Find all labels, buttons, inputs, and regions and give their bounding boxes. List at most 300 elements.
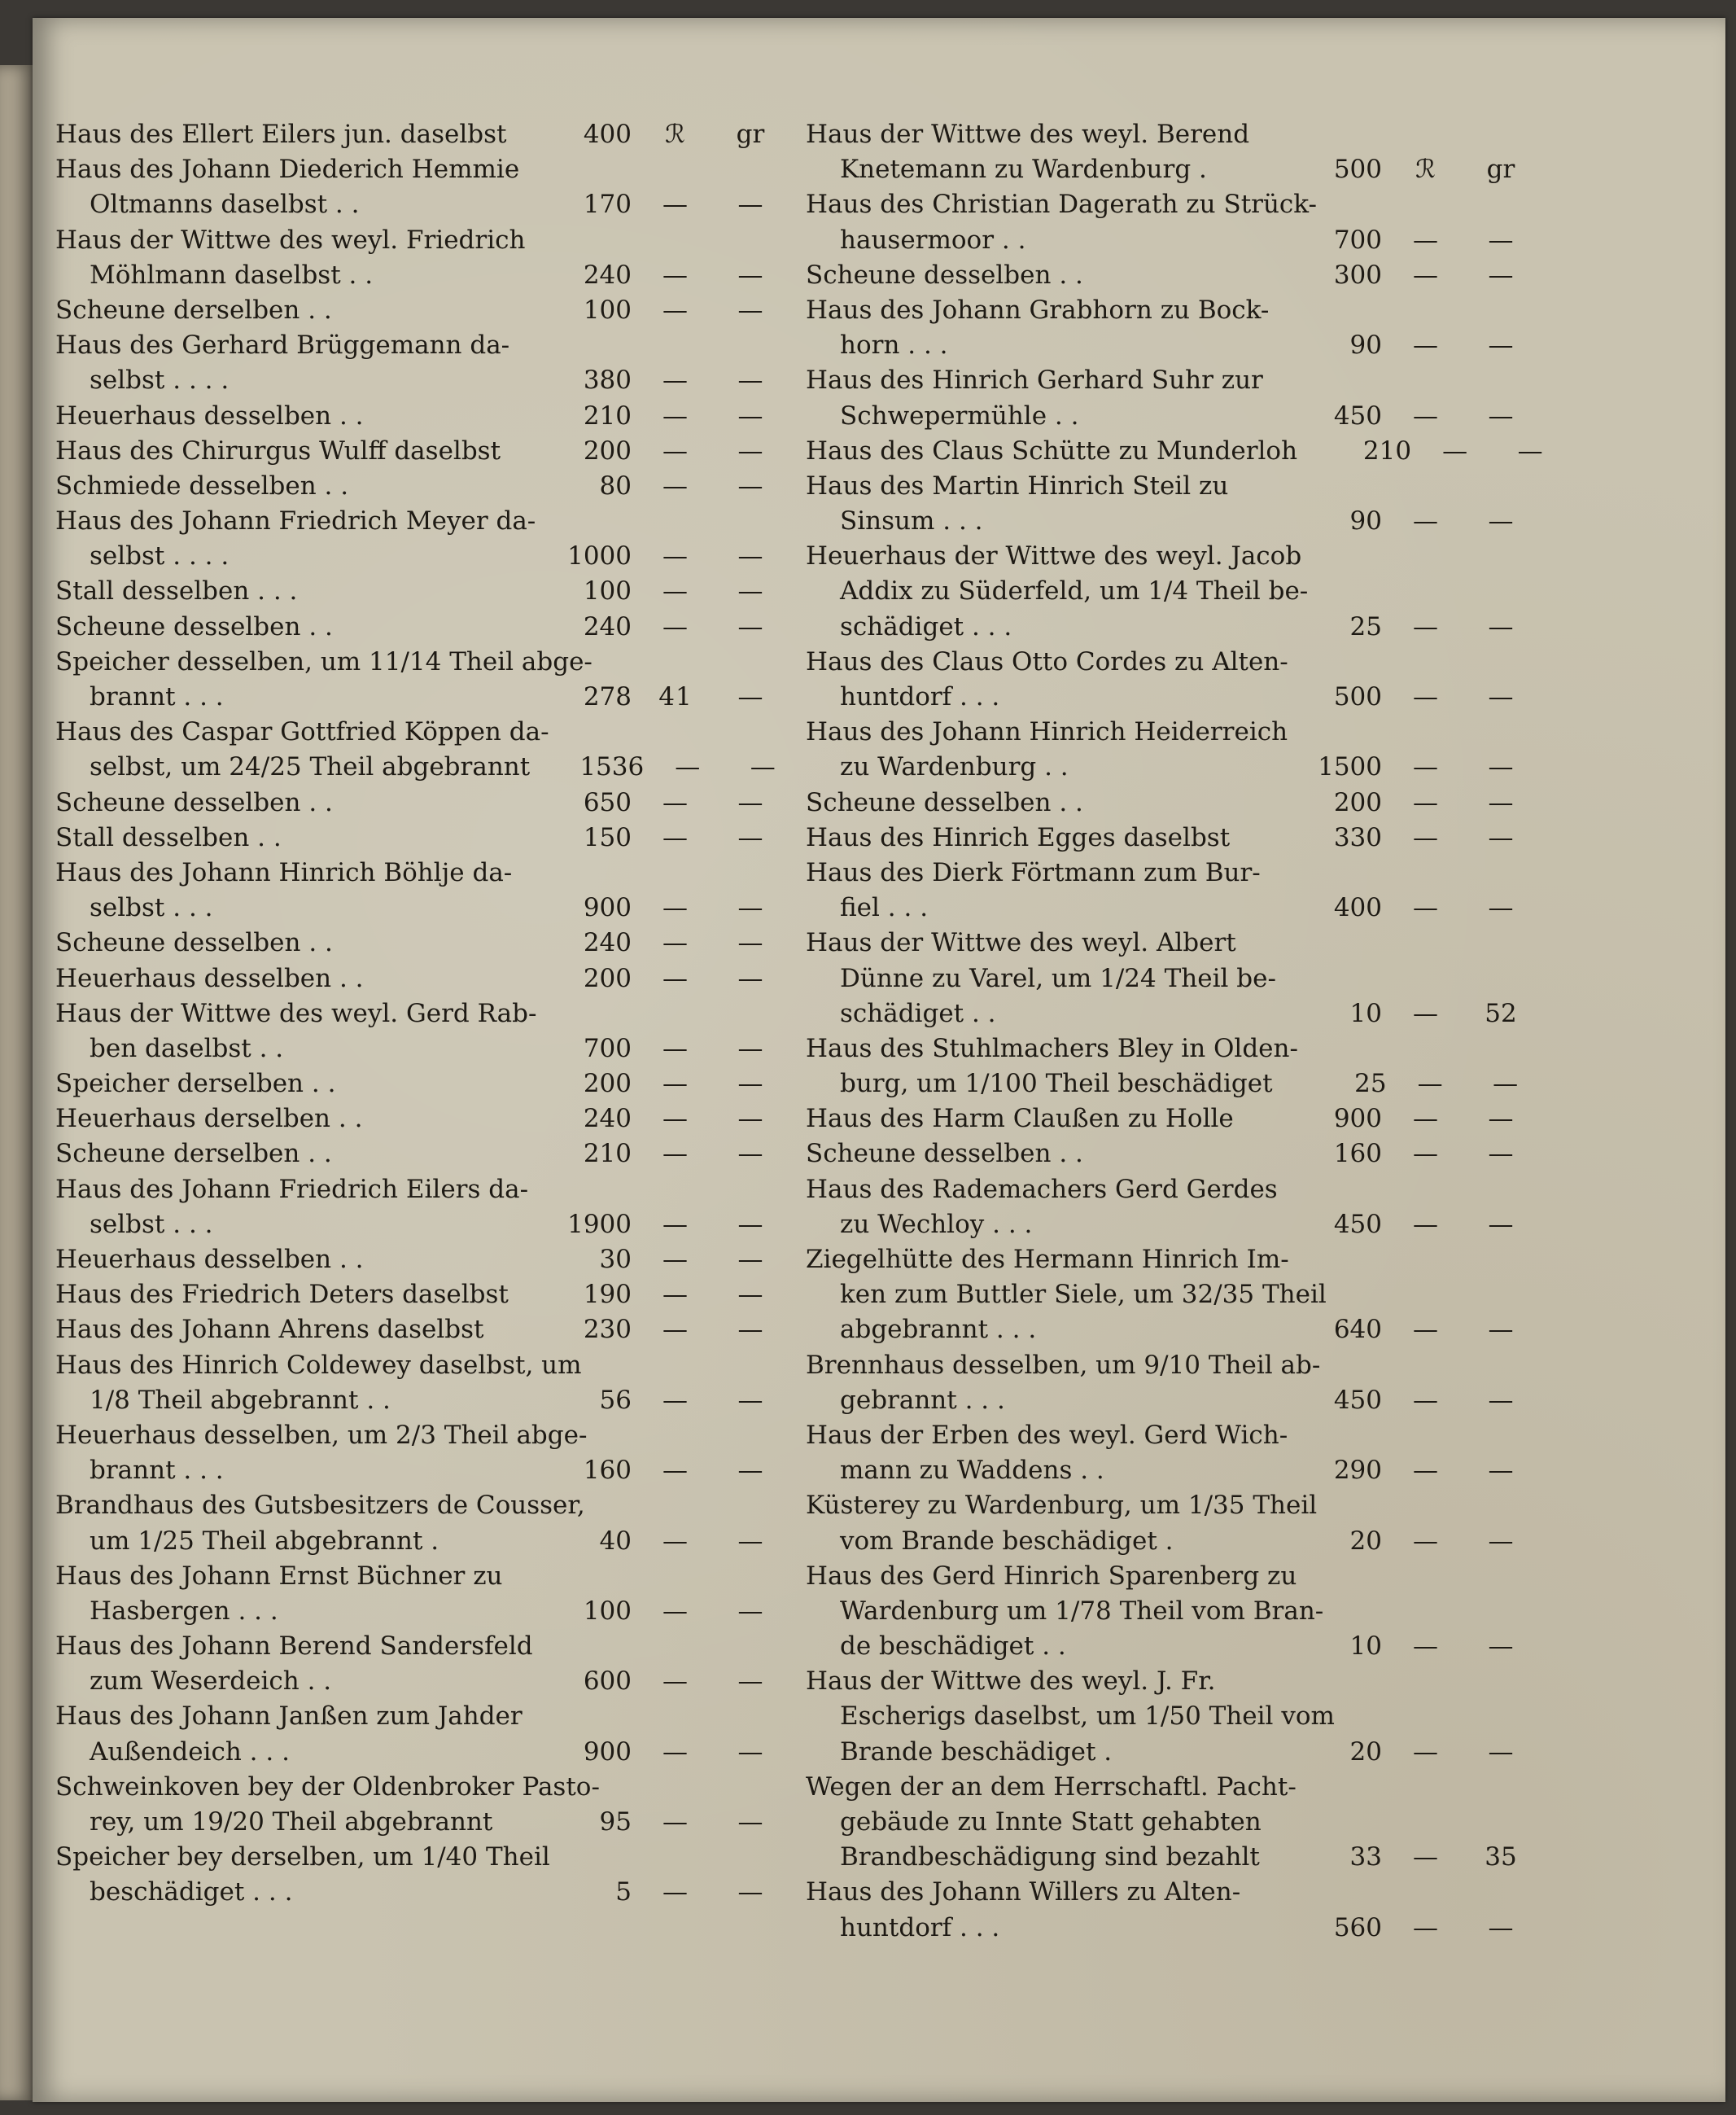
entry-amount: 1536 bbox=[579, 752, 645, 782]
entry-description: Haus des Harm Claußen zu Holle bbox=[806, 1104, 1234, 1134]
entry-description: Scheune desselben . . bbox=[55, 787, 333, 817]
entry-grote-column: — bbox=[1413, 1385, 1439, 1415]
entry-line bbox=[55, 926, 788, 961]
entry-schwaren-column: — bbox=[1488, 331, 1514, 361]
entry-schwaren-column: — bbox=[1488, 682, 1514, 712]
ledger-entry bbox=[806, 117, 1538, 187]
entry-description: de beschädiget . . bbox=[840, 1631, 1066, 1662]
ledger-entry bbox=[806, 1875, 1538, 1945]
entry-description: brannt . . . bbox=[90, 682, 224, 712]
ledger-entry bbox=[806, 786, 1538, 821]
entry-amount: 450 bbox=[1333, 1385, 1382, 1415]
entry-line bbox=[806, 1699, 1538, 1734]
entry-amount: 100 bbox=[583, 576, 632, 606]
entry-description: Haus des Martin Hinrich Steil zu bbox=[806, 471, 1229, 501]
entry-description: Haus des Johann Berend Sandersfeld bbox=[55, 1631, 533, 1662]
entry-description: fiel . . . bbox=[840, 893, 929, 923]
entry-line bbox=[55, 1770, 788, 1805]
ledger-entry bbox=[55, 223, 788, 293]
entry-line bbox=[55, 539, 788, 574]
entry-line bbox=[55, 574, 788, 609]
entry-grote-column: — bbox=[662, 295, 689, 325]
entry-grote-column: — bbox=[1413, 682, 1439, 712]
ledger-entry bbox=[806, 1418, 1538, 1488]
entry-line bbox=[55, 891, 788, 926]
entry-description: burg, um 1/100 Theil beschädiget bbox=[840, 1069, 1273, 1099]
entry-line bbox=[806, 363, 1538, 398]
entry-description: Speicher desselben, um 11/14 Theil abge- bbox=[55, 646, 593, 677]
entry-line bbox=[55, 1383, 788, 1418]
entry-description: Schwepermühle . . bbox=[840, 401, 1079, 431]
entry-amount: 90 bbox=[1349, 331, 1382, 361]
entry-amount: 1900 bbox=[567, 1209, 632, 1239]
entry-line bbox=[806, 187, 1538, 222]
entry-line bbox=[806, 117, 1538, 152]
entry-grote-column: — bbox=[1413, 1912, 1439, 1942]
ledger-entry bbox=[55, 1277, 788, 1312]
entry-description: Scheune desselben . . bbox=[806, 260, 1083, 290]
entry-line bbox=[55, 1277, 788, 1312]
entry-line bbox=[55, 610, 788, 645]
ledger-entry bbox=[55, 1840, 788, 1910]
entry-grote-column: — bbox=[662, 1385, 689, 1415]
entry-schwaren-column: — bbox=[737, 1315, 763, 1345]
entry-grote-column: — bbox=[662, 1877, 689, 1907]
ledger-entry bbox=[806, 1101, 1538, 1136]
entry-line bbox=[806, 680, 1538, 715]
entry-grote-column: — bbox=[662, 1596, 689, 1626]
entry-line bbox=[55, 152, 788, 187]
entry-line bbox=[806, 750, 1538, 785]
ledger-entry bbox=[55, 152, 788, 222]
entry-amount: 30 bbox=[599, 1245, 632, 1274]
entry-line bbox=[55, 1840, 788, 1875]
entry-schwaren-column: — bbox=[737, 963, 763, 993]
entry-description: zu Wardenburg . . bbox=[840, 752, 1069, 782]
entry-description: Hasbergen . . . bbox=[90, 1596, 278, 1626]
entry-line bbox=[55, 293, 788, 328]
entry-line bbox=[806, 328, 1538, 363]
ledger-entry bbox=[55, 504, 788, 574]
entry-description: zum Weserdeich . . bbox=[90, 1666, 332, 1697]
entry-grote-column: — bbox=[1417, 1069, 1444, 1099]
ledger-entry bbox=[55, 715, 788, 785]
entry-line bbox=[806, 1136, 1538, 1171]
entry-schwaren-column: — bbox=[1488, 1631, 1514, 1662]
entry-line bbox=[806, 1559, 1538, 1594]
entry-amount: 200 bbox=[583, 436, 632, 466]
entry-description: Escherigs daselbst, um 1/50 Theil vom bbox=[840, 1701, 1335, 1732]
entry-line bbox=[55, 1629, 788, 1664]
entry-line bbox=[806, 574, 1538, 609]
entry-grote-column: — bbox=[662, 366, 689, 396]
entry-line bbox=[55, 1136, 788, 1171]
entry-line bbox=[806, 891, 1538, 926]
entry-description: Haus des Johann Willers zu Alten- bbox=[806, 1877, 1241, 1907]
entry-description: mann zu Waddens . . bbox=[840, 1456, 1104, 1486]
entry-line bbox=[806, 1348, 1538, 1383]
ledger-entry bbox=[806, 1172, 1538, 1242]
entry-schwaren-column: — bbox=[1488, 1139, 1514, 1169]
entry-line bbox=[55, 1207, 788, 1242]
entry-description: vom Brande beschädiget . bbox=[840, 1526, 1174, 1556]
entry-schwaren-column: — bbox=[737, 1456, 763, 1486]
ledger-entry bbox=[55, 1066, 788, 1101]
entry-schwaren-column: — bbox=[737, 893, 763, 923]
entry-line bbox=[55, 1418, 788, 1453]
entry-line bbox=[55, 1594, 788, 1629]
entry-line bbox=[806, 610, 1538, 645]
entry-amount: 900 bbox=[583, 1736, 632, 1767]
entry-grote-column: — bbox=[1413, 1456, 1439, 1486]
ledger-entry bbox=[806, 258, 1538, 293]
entry-line bbox=[55, 856, 788, 891]
entry-description: Haus des Johann Ernst Büchner zu bbox=[55, 1561, 503, 1591]
entry-grote-column: — bbox=[662, 1736, 689, 1767]
ledger-entry bbox=[806, 856, 1538, 926]
ledger-entry bbox=[55, 926, 788, 961]
entry-schwaren-column: — bbox=[737, 1033, 763, 1063]
ledger-entry bbox=[806, 469, 1538, 539]
entry-description: Speicher bey derselben, um 1/40 Theil bbox=[55, 1842, 550, 1872]
entry-grote-column: — bbox=[662, 1666, 689, 1697]
entry-schwaren-column: — bbox=[737, 190, 763, 220]
entry-grote-column: — bbox=[1413, 1139, 1439, 1169]
entry-grote-column: — bbox=[1413, 1209, 1439, 1239]
entry-line bbox=[806, 645, 1538, 680]
entry-schwaren-column: — bbox=[737, 1807, 763, 1837]
entry-description: Haus der Erben des weyl. Gerd Wich- bbox=[806, 1420, 1288, 1450]
entry-line bbox=[806, 258, 1538, 293]
entry-schwaren-column: — bbox=[737, 401, 763, 431]
entry-grote-column: — bbox=[662, 1104, 689, 1134]
entry-description: Dünne zu Varel, um 1/24 Theil be- bbox=[840, 963, 1276, 993]
entry-amount: 278 bbox=[583, 682, 632, 712]
entry-amount: 240 bbox=[583, 928, 632, 958]
entry-schwaren-column: — bbox=[1488, 1456, 1514, 1486]
entry-description: Brandhaus des Gutsbesitzers de Cousser, bbox=[55, 1491, 585, 1521]
ledger-entry bbox=[806, 1664, 1538, 1770]
entry-line bbox=[55, 469, 788, 504]
ledger-entry bbox=[55, 574, 788, 609]
entry-line bbox=[55, 223, 788, 258]
ledger-entry bbox=[55, 399, 788, 434]
entry-description: brannt . . . bbox=[90, 1456, 224, 1486]
entry-schwaren-column: — bbox=[737, 787, 763, 817]
entry-line bbox=[806, 504, 1538, 539]
entry-description: huntdorf . . . bbox=[840, 1912, 1000, 1942]
entry-schwaren-column: — bbox=[737, 1245, 763, 1274]
entry-description: Speicher derselben . . bbox=[55, 1069, 336, 1099]
entry-description: Wegen der an dem Herrschaftl. Pacht- bbox=[806, 1771, 1297, 1802]
entry-description: selbst . . . . bbox=[90, 541, 230, 571]
entry-description: Brandbeschädigung sind bezahlt bbox=[840, 1842, 1260, 1872]
ledger-entry bbox=[806, 821, 1538, 856]
entry-description: Scheune desselben . . bbox=[55, 611, 333, 642]
entry-line bbox=[55, 1101, 788, 1136]
document-page bbox=[33, 18, 1725, 2102]
entry-line bbox=[806, 434, 1543, 469]
entry-schwaren-column: — bbox=[1488, 893, 1514, 923]
entry-amount: 600 bbox=[583, 1666, 632, 1697]
entry-description: gebrannt . . . bbox=[840, 1385, 1005, 1415]
entry-schwaren-column: — bbox=[1488, 1385, 1514, 1415]
entry-schwaren-column: — bbox=[1488, 822, 1514, 852]
entry-grote-column: — bbox=[662, 541, 689, 571]
entry-line bbox=[806, 1453, 1538, 1488]
entry-description: Haus des Johann Grabhorn zu Bock- bbox=[806, 295, 1270, 325]
entry-schwaren-column: — bbox=[737, 1385, 763, 1415]
entry-line bbox=[55, 750, 788, 785]
entry-line bbox=[55, 1031, 788, 1066]
ledger-entry bbox=[55, 434, 788, 469]
entry-description: hausermoor . . bbox=[840, 225, 1026, 255]
ledger-entry bbox=[55, 856, 788, 926]
entry-amount: 900 bbox=[583, 893, 632, 923]
entry-description: Schweinkoven bey der Oldenbroker Pasto- bbox=[55, 1771, 600, 1802]
entry-description: schädiget . . . bbox=[840, 611, 1012, 642]
entry-description: Haus des Friedrich Deters daselbst bbox=[55, 1280, 509, 1310]
entry-description: schädiget . . bbox=[840, 998, 996, 1028]
entry-amount: 90 bbox=[1349, 506, 1382, 536]
entry-grote-column: — bbox=[1413, 506, 1439, 536]
entry-description: Haus des Gerhard Brüggemann da- bbox=[55, 331, 510, 361]
entry-line bbox=[806, 1770, 1538, 1805]
entry-grote-column: — bbox=[662, 401, 689, 431]
entry-description: Haus des Johann Hinrich Böhlje da- bbox=[55, 857, 513, 887]
entry-amount: 150 bbox=[583, 822, 632, 852]
entry-schwaren-column: — bbox=[737, 436, 763, 466]
ledger-entry bbox=[55, 1312, 788, 1347]
entry-schwaren-column: — bbox=[1517, 436, 1543, 466]
entry-description: Haus des Hinrich Coldewey daselbst, um bbox=[55, 1350, 582, 1380]
entry-amount: 10 bbox=[1349, 998, 1382, 1028]
entry-grote-column: — bbox=[662, 1033, 689, 1063]
entry-grote-column: — bbox=[1413, 787, 1439, 817]
entry-line bbox=[806, 1418, 1538, 1453]
entry-line bbox=[55, 821, 788, 856]
entry-schwaren-column: — bbox=[737, 1666, 763, 1697]
entry-line bbox=[55, 1312, 788, 1347]
entry-description: Brennhaus desselben, um 9/10 Theil ab- bbox=[806, 1350, 1321, 1380]
entry-amount: 240 bbox=[583, 611, 632, 642]
entry-amount: 56 bbox=[599, 1385, 632, 1415]
entry-description: Ziegelhütte des Hermann Hinrich Im- bbox=[806, 1245, 1289, 1274]
entry-grote-column: — bbox=[1442, 436, 1469, 466]
entry-schwaren-column: — bbox=[737, 295, 763, 325]
entry-line bbox=[806, 1594, 1538, 1629]
entry-line bbox=[55, 1524, 788, 1559]
ledger-entry bbox=[806, 1242, 1538, 1348]
entry-line bbox=[806, 786, 1538, 821]
entry-line bbox=[806, 1066, 1538, 1101]
entry-line bbox=[806, 1172, 1538, 1207]
entry-grote-column: — bbox=[662, 893, 689, 923]
entry-description: Haus des Johann Friedrich Meyer da- bbox=[55, 506, 536, 536]
ledger-entry bbox=[55, 1629, 788, 1699]
entry-schwaren-column: — bbox=[737, 1736, 763, 1767]
ledger-entry bbox=[55, 1488, 788, 1558]
entry-line bbox=[806, 1524, 1538, 1559]
entry-amount: 33 bbox=[1349, 1842, 1382, 1872]
entry-grote-column: — bbox=[662, 190, 689, 220]
entry-line bbox=[55, 1348, 788, 1383]
entry-grote-column: — bbox=[1413, 260, 1439, 290]
entry-schwaren-column: — bbox=[737, 1069, 763, 1099]
entry-grote-column: — bbox=[1413, 1631, 1439, 1662]
ledger-entry bbox=[55, 610, 788, 645]
entry-schwaren-column: — bbox=[1488, 752, 1514, 782]
entry-line bbox=[806, 399, 1538, 434]
entry-amount: 210 bbox=[583, 401, 632, 431]
ledger-entry bbox=[55, 293, 788, 328]
entry-schwaren-column: — bbox=[737, 1877, 763, 1907]
entry-description: Haus des Stuhlmachers Bley in Olden- bbox=[806, 1033, 1298, 1063]
entry-grote-column: — bbox=[1413, 401, 1439, 431]
entry-grote-column: — bbox=[662, 1456, 689, 1486]
entry-schwaren-column: — bbox=[737, 1139, 763, 1169]
entry-line bbox=[55, 715, 788, 750]
entry-amount: 100 bbox=[583, 1596, 632, 1626]
entry-schwaren-column: — bbox=[737, 1104, 763, 1134]
entry-description: huntdorf . . . bbox=[840, 682, 1000, 712]
entry-grote-column: — bbox=[1413, 1526, 1439, 1556]
entry-schwaren-column: — bbox=[1488, 1104, 1514, 1134]
entry-grote-column: — bbox=[662, 928, 689, 958]
entry-line bbox=[806, 152, 1538, 187]
entry-grote-column: ℛ bbox=[665, 120, 686, 149]
entry-schwaren-column: — bbox=[1488, 1209, 1514, 1239]
entry-line bbox=[55, 1488, 788, 1523]
entry-amount: 450 bbox=[1333, 401, 1382, 431]
entry-grote-column: — bbox=[662, 1245, 689, 1274]
entry-grote-column: — bbox=[1413, 752, 1439, 782]
entry-description: 1/8 Theil abgebrannt . . bbox=[90, 1385, 391, 1415]
entry-amount: 160 bbox=[583, 1456, 632, 1486]
entry-line bbox=[55, 187, 788, 222]
ledger-entry bbox=[806, 1770, 1538, 1876]
entry-grote-column: — bbox=[1413, 1842, 1439, 1872]
entry-amount: 700 bbox=[1333, 225, 1382, 255]
entry-line bbox=[806, 1277, 1538, 1312]
ledger-entry bbox=[806, 1348, 1538, 1418]
entry-line bbox=[55, 399, 788, 434]
entry-description: um 1/25 Theil abgebrannt . bbox=[90, 1526, 439, 1556]
right-column bbox=[806, 117, 1543, 1946]
entry-description: Heuerhaus desselben, um 2/3 Theil abge- bbox=[55, 1420, 588, 1450]
entry-grote-column: — bbox=[662, 1069, 689, 1099]
entry-description: Stall desselben . . . bbox=[55, 576, 298, 606]
entry-schwaren-column: — bbox=[1493, 1069, 1519, 1099]
ledger-entry bbox=[55, 996, 788, 1066]
entry-amount: 330 bbox=[1333, 822, 1382, 852]
entry-grote-column: — bbox=[1413, 225, 1439, 255]
ledger-entry bbox=[806, 539, 1538, 645]
entry-description: selbst . . . . bbox=[90, 366, 230, 396]
ledger-entry bbox=[806, 187, 1538, 257]
entry-description: Haus des Claus Otto Cordes zu Alten- bbox=[806, 646, 1288, 677]
entry-description: Heuerhaus desselben . . bbox=[55, 401, 364, 431]
ledger-entry bbox=[55, 1136, 788, 1171]
entry-amount: 80 bbox=[599, 471, 632, 501]
entry-amount: 240 bbox=[583, 260, 632, 290]
entry-grote-column: — bbox=[1413, 1315, 1439, 1345]
entry-schwaren-column: — bbox=[737, 1596, 763, 1626]
entry-line bbox=[806, 1911, 1538, 1946]
entry-schwaren-column: 35 bbox=[1485, 1842, 1517, 1872]
entry-description: Haus des Johann Friedrich Eilers da- bbox=[55, 1174, 529, 1204]
entry-description: Haus des Chirurgus Wulff daselbst bbox=[55, 436, 501, 466]
entry-line bbox=[806, 539, 1538, 574]
entry-line bbox=[55, 117, 788, 152]
entry-line bbox=[806, 1242, 1538, 1277]
entry-amount: 1500 bbox=[1318, 752, 1382, 782]
ledger-entry bbox=[806, 363, 1538, 433]
entry-line bbox=[806, 1875, 1538, 1910]
entry-grote-column: — bbox=[662, 1315, 689, 1345]
entry-grote-column: — bbox=[1413, 1104, 1439, 1134]
entry-schwaren-column: — bbox=[1488, 1736, 1514, 1767]
entry-grote-column: — bbox=[662, 260, 689, 290]
entry-line bbox=[55, 504, 788, 539]
entry-schwaren-column: — bbox=[737, 822, 763, 852]
entry-description: Haus der Wittwe des weyl. Albert bbox=[806, 928, 1236, 958]
entry-line bbox=[806, 1207, 1538, 1242]
entry-line bbox=[806, 1664, 1538, 1699]
entry-amount: 5 bbox=[615, 1877, 632, 1907]
entry-line bbox=[806, 469, 1538, 504]
entry-amount: 1000 bbox=[567, 541, 632, 571]
entry-description: rey, um 19/20 Theil abgebrannt bbox=[90, 1807, 493, 1837]
entry-line bbox=[55, 363, 788, 398]
entry-amount: 20 bbox=[1349, 1526, 1382, 1556]
entry-line bbox=[806, 293, 1538, 328]
entry-description: Heuerhaus desselben . . bbox=[55, 1245, 364, 1274]
entry-grote-column: — bbox=[662, 611, 689, 642]
entry-amount: 500 bbox=[1333, 155, 1382, 185]
ledger-entry bbox=[55, 1418, 788, 1488]
entry-line bbox=[806, 1312, 1538, 1347]
entry-schwaren-column: — bbox=[1488, 1315, 1514, 1345]
entry-description: Haus der Wittwe des weyl. Friedrich bbox=[55, 225, 526, 255]
entry-description: Küsterey zu Wardenburg, um 1/35 Theil bbox=[806, 1491, 1318, 1521]
ledger-entry bbox=[806, 645, 1538, 715]
entry-schwaren-column: — bbox=[1488, 1912, 1514, 1942]
entry-line bbox=[55, 1699, 788, 1734]
entry-grote-column: — bbox=[662, 436, 689, 466]
entry-schwaren-column: — bbox=[737, 576, 763, 606]
entry-amount: 400 bbox=[583, 120, 632, 149]
entry-description: Heuerhaus desselben . . bbox=[55, 963, 364, 993]
ledger-entry bbox=[806, 715, 1538, 785]
entry-grote-column: — bbox=[662, 1280, 689, 1310]
entry-description: Schmiede desselben . . bbox=[55, 471, 349, 501]
entry-description: Brande beschädiget . bbox=[840, 1736, 1113, 1767]
entry-description: Haus des Johann Diederich Hemmie bbox=[55, 155, 520, 185]
ledger-entry bbox=[55, 1101, 788, 1136]
entry-description: Haus des Dierk Förtmann zum Bur- bbox=[806, 857, 1261, 887]
entry-description: Addix zu Süderfeld, um 1/4 Theil be- bbox=[840, 576, 1309, 606]
entry-description: Haus des Johann Janßen zum Jahder bbox=[55, 1701, 523, 1732]
entry-amount: 25 bbox=[1349, 611, 1382, 642]
entry-amount: 240 bbox=[583, 1104, 632, 1134]
entry-amount: 450 bbox=[1333, 1209, 1382, 1239]
entry-schwaren-column: — bbox=[1488, 260, 1514, 290]
entry-amount: 290 bbox=[1333, 1456, 1382, 1486]
entry-amount: 170 bbox=[583, 190, 632, 220]
entry-schwaren-column: gr bbox=[736, 120, 765, 149]
ledger-entry bbox=[55, 645, 788, 715]
